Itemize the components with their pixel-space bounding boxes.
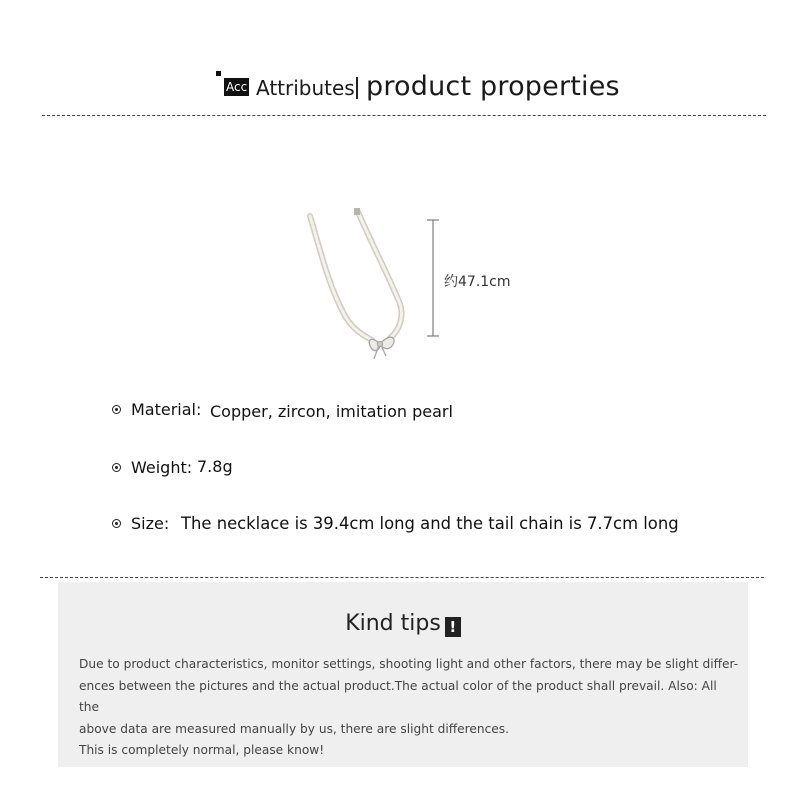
property-key: Weight: (131, 458, 193, 477)
property-key: Size: (131, 514, 170, 533)
tips-title-text: Kind tips (345, 611, 441, 636)
property-value: Copper, zircon, imitation pearl (210, 402, 453, 421)
property-value: 7.8g (197, 457, 233, 476)
section-header (0, 66, 800, 110)
bow-pendant (369, 337, 394, 359)
length-dimension (426, 218, 440, 340)
bullet-icon (112, 463, 121, 472)
tips-line: above data are measured manually by us, there are slight differences. (79, 721, 510, 736)
top-divider (42, 115, 766, 116)
tips-line: ences between the pictures and the actual product.The actual color of the product shall prevail. Also: All the (79, 678, 717, 714)
tips-line: Due to product characteristics, monitor settings, shooting light and other factors, there may be slight differ- (79, 657, 739, 671)
bullet-icon (112, 405, 121, 414)
page-title: product properties (366, 71, 620, 102)
property-key: Material: (131, 400, 202, 419)
exclamation-icon: ! (445, 617, 461, 637)
corner-mark (216, 71, 221, 76)
property-value: The necklace is 39.4cm long and the tail chain is 7.7cm long (181, 514, 679, 533)
bullet-icon (112, 519, 121, 528)
length-label: 约47.1cm (444, 274, 511, 290)
attributes-word: Attributes (256, 76, 355, 100)
tips-line: This is completely normal, please know! (79, 743, 325, 757)
title-separator (356, 77, 358, 99)
tips-text (79, 654, 739, 762)
tips-title (58, 610, 748, 638)
bottom-divider (40, 577, 764, 578)
acc-badge: Acc (226, 80, 248, 94)
kind-tips-panel (58, 582, 748, 767)
